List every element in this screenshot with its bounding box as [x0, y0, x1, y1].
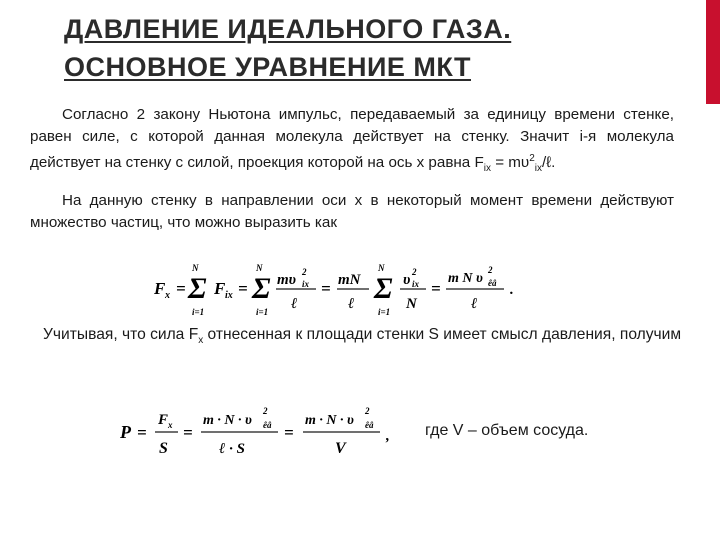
- f1-frac4-sup: 2: [488, 265, 493, 275]
- p1-f-subscript: ix: [483, 163, 491, 175]
- f1-term1-sub: ix: [225, 290, 233, 301]
- formula-pressure: [116, 402, 416, 464]
- paragraph-newton: [30, 104, 674, 180]
- f1-frac1-den: ℓ: [291, 296, 298, 312]
- f2-frac1-num: F: [158, 412, 169, 428]
- sum-sign: Σ: [374, 272, 393, 305]
- f2-frac3-sup: 2: [365, 406, 370, 416]
- f1-frac4-sub: êâ: [488, 278, 497, 288]
- title-line-2: ОСНОВНОЕ УРАВНЕНИЕ МКТ: [64, 52, 471, 82]
- sum2-bottom: i=1: [256, 307, 269, 317]
- comma: ,: [386, 428, 390, 444]
- f1-frac3-sup: 2: [412, 267, 417, 277]
- p1-superscript: 2: [529, 153, 535, 164]
- equals-sign: =: [183, 423, 193, 442]
- period: .: [510, 282, 514, 298]
- equals-sign: =: [321, 279, 331, 298]
- p3-text-b: отнесенная к площади стенки S имеет смысл давления, получим: [203, 326, 682, 343]
- accent-bar: [706, 0, 720, 104]
- paragraph-particles: [30, 190, 674, 234]
- p1-v-subscript: ix: [534, 163, 543, 175]
- equals-sign: =: [238, 279, 248, 298]
- sum-sign: Σ: [188, 272, 207, 305]
- f2-frac2-sup: 2: [263, 406, 268, 416]
- sum1-top: N: [192, 263, 199, 273]
- equals-sign: =: [284, 423, 294, 442]
- sum2-top: N: [256, 263, 263, 273]
- p1-end: /ℓ.: [542, 154, 556, 172]
- equals-sign: =: [137, 423, 147, 442]
- f2-frac1-den: S: [159, 440, 168, 457]
- f1-frac3-den: N: [406, 296, 417, 312]
- f1-term1: F: [214, 279, 226, 298]
- sum1-bottom: i=1: [192, 307, 205, 317]
- title-line-1: ДАВЛЕНИЕ ИДЕАЛЬНОГО ГАЗА.: [64, 14, 512, 44]
- f1-lhs: F: [154, 279, 166, 298]
- p3-subscript: x: [198, 335, 204, 347]
- f1-frac2-num: mN: [338, 272, 361, 288]
- p1-equation: = mυ: [490, 154, 530, 172]
- f1-frac3-num: υ: [403, 272, 411, 288]
- f1-frac3-sub: ix: [412, 279, 420, 289]
- p2-text: На данную стенку в направлении оси x в некоторый момент времени действуют множество частиц, что можно выразить как: [30, 192, 674, 231]
- slide-title: [64, 10, 664, 86]
- sum3-top: N: [378, 263, 385, 273]
- where-clause: где V – объем сосуда.: [425, 422, 589, 439]
- f1-frac2-den: ℓ: [348, 296, 355, 312]
- formula-force-sum: [150, 258, 530, 318]
- f2-frac1-sub: x: [168, 420, 173, 430]
- f2-frac3-den: V: [335, 440, 346, 457]
- p1-text: Согласно 2 закону Ньютона импульс, передаваемый за единицу времени стенке, равен силе, с которой данная молекула действует на стенку. Значит i-я молекула действует на стенку с силой, проекция которой на ось x равна F: [30, 106, 674, 172]
- sum-sign: Σ: [252, 272, 271, 305]
- f2-frac2-num: m · N · υ: [203, 413, 252, 428]
- sum3-bottom: i=1: [378, 307, 391, 317]
- f1-frac1-sup: 2: [302, 267, 307, 277]
- f2-frac2-sub: êâ: [263, 420, 272, 430]
- f1-frac4-num: m N υ: [448, 271, 483, 286]
- f1-frac1-num: mυ: [277, 272, 297, 288]
- f2-frac3-num: m · N · υ: [305, 413, 354, 428]
- f1-frac4-den: ℓ: [471, 296, 478, 312]
- f1-frac1-sub: ix: [302, 279, 310, 289]
- paragraph-pressure: [43, 324, 683, 352]
- equals-sign: =: [176, 279, 186, 298]
- f2-lhs: P: [120, 422, 131, 442]
- p3-text-a: Учитывая, что сила F: [43, 326, 199, 343]
- f2-frac3-sub: êâ: [365, 420, 374, 430]
- equals-sign: =: [431, 279, 441, 298]
- f2-frac2-den: ℓ · S: [219, 441, 246, 457]
- f1-lhs-sub: x: [165, 290, 170, 301]
